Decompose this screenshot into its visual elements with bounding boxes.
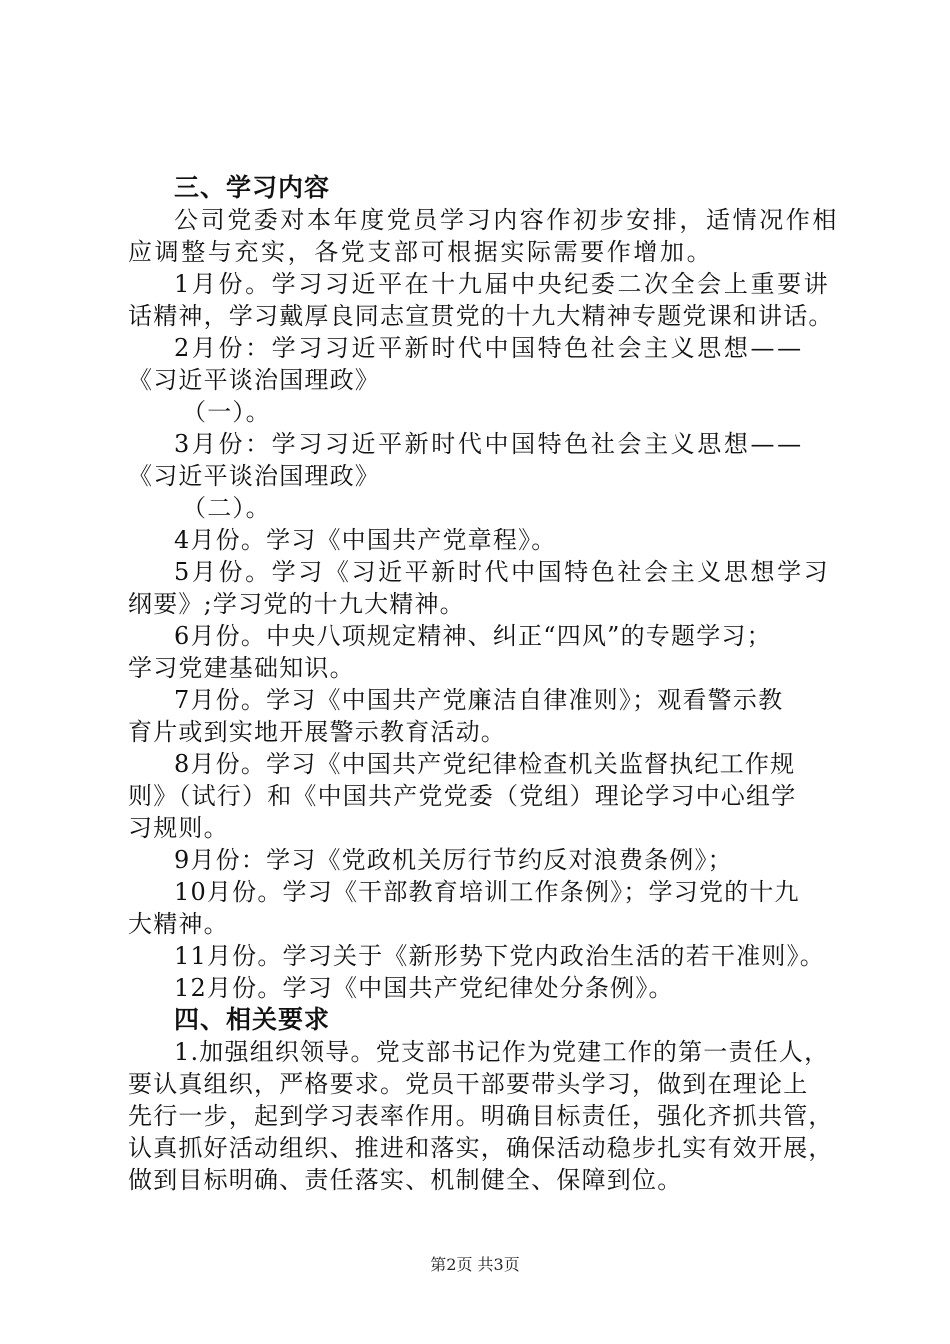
- paragraph-line: 3月份：学习习近平新时代中国特色社会主义思想——: [174, 430, 804, 458]
- paragraph-line: 要认真组织，严格要求。党员干部要带头学习，做到在理论上: [128, 1070, 809, 1098]
- paragraph-line: 学习党建基础知识。: [128, 654, 355, 682]
- paragraph-line: 6月份。中央八项规定精神、纠正“四风”的专题学习；: [174, 622, 772, 650]
- paragraph-line: （一）。: [182, 398, 271, 426]
- paragraph-line: 8月份。学习《中国共产党纪律检查机关监督执纪工作规: [174, 750, 796, 778]
- paragraph-line: 话精神，学习戴厚良同志宣贯党的十九大精神专题党课和讲话。: [128, 302, 834, 330]
- paragraph-line: 大精神。: [128, 910, 229, 938]
- paragraph-line: 公司党委对本年度党员学习内容作初步安排，适情况作相: [174, 206, 839, 234]
- paragraph-line: 1.加强组织领导。党支部书记作为党建工作的第一责任人，: [174, 1038, 830, 1066]
- paragraph-line: 《习近平谈治国理政》: [128, 366, 380, 394]
- paragraph-line: 《习近平谈治国理政》: [128, 462, 380, 490]
- document-body: [128, 172, 839, 1196]
- paragraph-line: 2月份：学习习近平新时代中国特色社会主义思想——: [174, 334, 804, 362]
- paragraph-line: 纲要》;学习党的十九大精神。: [128, 590, 465, 618]
- paragraph-line: 应调整与充实，各党支部可根据实际需要作增加。: [128, 238, 714, 266]
- section-heading-study-content: 三、学习内容: [174, 173, 331, 202]
- paragraph-line: 育片或到实地开展警示教育活动。: [128, 718, 506, 746]
- paragraph-line: 则》（试行）和《中国共产党党委（党组）理论学习中心组学: [128, 782, 797, 810]
- paragraph-line: 认真抓好活动组织、推进和落实，确保活动稳步扎实有效开展，: [128, 1134, 834, 1162]
- paragraph-line: 5月份。学习《习近平新时代中国特色社会主义思想学习: [174, 558, 831, 586]
- paragraph-line: 习规则。: [128, 814, 229, 842]
- page-number-footer: 第2页 共3页: [430, 1255, 520, 1274]
- paragraph-line: （二）。: [182, 494, 271, 522]
- paragraph-line: 12月份。学习《中国共产党纪律处分条例》。: [174, 974, 674, 1002]
- paragraph-line: 先行一步，起到学习表率作用。明确目标责任，强化齐抓共管，: [128, 1102, 834, 1130]
- paragraph-line: 1月份。学习习近平在十九届中央纪委二次全会上重要讲: [174, 270, 831, 298]
- section-heading-requirements: 四、相关要求: [174, 1005, 331, 1034]
- paragraph-line: 10月份。学习《干部教育培训工作条例》；学习党的十九: [174, 878, 800, 906]
- paragraph-line: 4月份。学习《中国共产党章程》。: [174, 526, 557, 554]
- paragraph-line: 11月份。学习关于《新形势下党内政治生活的若干准则》。: [174, 942, 825, 970]
- paragraph-line: 9月份：学习《党政机关厉行节约反对浪费条例》；: [174, 846, 733, 874]
- paragraph-line: 7月份。学习《中国共产党廉洁自律准则》；观看警示教: [174, 686, 784, 714]
- paragraph-line: 做到目标明确、责任落实、机制健全、保障到位。: [128, 1166, 683, 1194]
